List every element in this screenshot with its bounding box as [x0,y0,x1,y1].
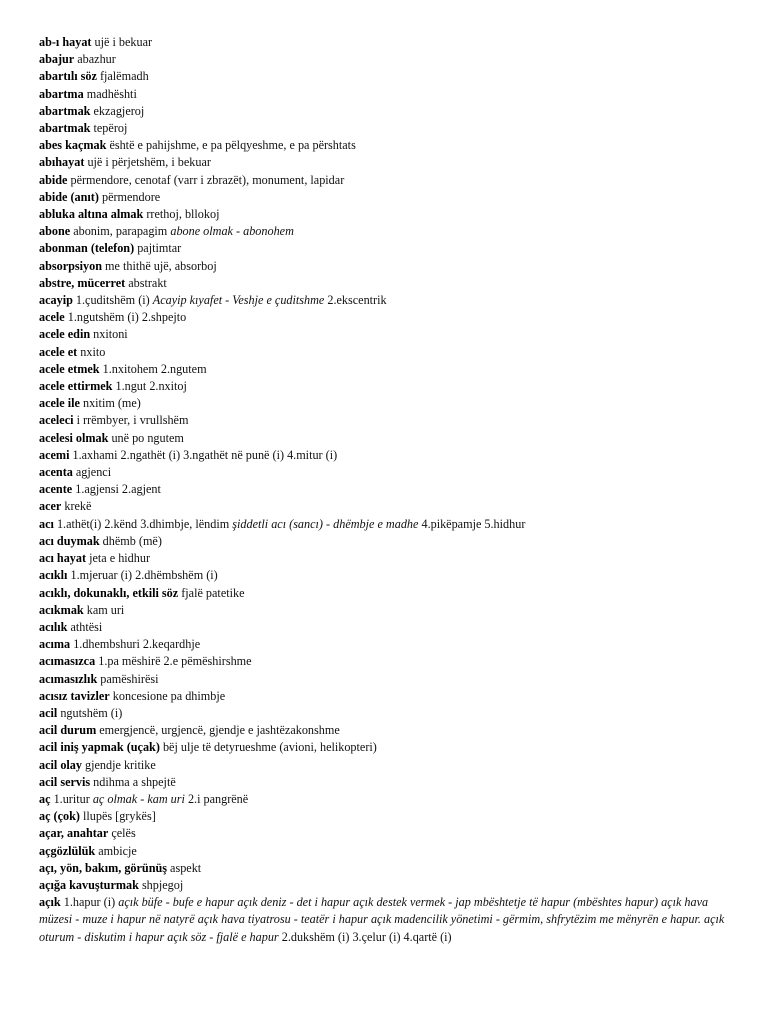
entry-definition: krekë [61,499,92,514]
entry-headword: acayip [39,293,73,308]
dictionary-entry [39,120,729,137]
entry-example: açık büfe - bufe e hapur açık deniz - det i hapur açık destek vermek - jap mbështetje të hapur (mbështes hapur) açık hava müzesi - muze i hapur në natyrë açık hava tiyatrosu - teatër i hapur açık madencilik yönetimi - gërmim, shfrytëzim me mënyrën e hapur. açık oturum - diskutim i hapur açık söz - fjalë e hapur [39,895,725,944]
entry-example: Acayip kıyafet - Veshje e çuditshme [152,293,325,308]
entry-headword: abajur [39,52,75,67]
entry-definition: pamëshirësi [97,671,159,686]
dictionary-entry [39,653,729,670]
entry-definition: koncesione pa dhimbje [109,688,226,703]
entry-headword: abartmak [39,103,91,118]
dictionary-entry [39,808,729,825]
dictionary-entry [39,705,729,722]
entry-headword: acımasızca [39,654,96,669]
entry-headword: acil servis [39,774,91,789]
entry-definition: 1.mjeruar (i) 2.dhëmbshëm (i) [67,568,218,583]
entry-headword: acıma [39,637,71,652]
entry-definition: pajtimtar [134,241,182,256]
entry-definition: abonim, parapagim [70,224,171,239]
entry-headword: acenta [39,465,73,480]
entry-definition: 1.uritur [50,791,93,806]
dictionary-entry [39,309,729,326]
dictionary-entry [39,412,729,429]
entry-definition: bëj ulje të detyrueshme (avioni, helikopteri) [159,740,377,755]
entry-headword: abartılı söz [39,69,97,84]
entry-headword: abonman (telefon) [39,241,135,256]
entry-definition: 1.dhembshuri 2.keqardhje [70,637,201,652]
entry-headword: acıkmak [39,602,84,617]
dictionary-entry [39,825,729,842]
dictionary-entry [39,68,729,85]
dictionary-entry [39,774,729,791]
entry-headword: acemi [39,447,70,462]
entry-headword: abide (anıt) [39,189,99,204]
dictionary-entry-list [39,34,729,946]
dictionary-entry [39,688,729,705]
entry-definition: 1.axhami 2.ngathët (i) 3.ngathët në punë (i) 4.mitur (i) [69,447,338,462]
entry-definition: 2.dukshëm (i) 3.çelur (i) 4.qartë (i) [278,929,452,944]
entry-definition: shpjegoj [138,877,184,892]
entry-definition: tepëroj [90,121,128,136]
entry-headword: açgözlülük [39,843,96,858]
entry-definition: 1.ngutshëm (i) 2.shpejto [64,310,187,325]
dictionary-entry [39,223,729,240]
dictionary-entry [39,894,729,946]
dictionary-entry [39,395,729,412]
dictionary-entry [39,258,729,275]
entry-definition: ujë i përjetshëm, i bekuar [84,155,211,170]
entry-definition: përmendore, cenotaf (varr i zbrazët), monument, lapidar [67,172,345,187]
entry-example: abone olmak - abonohem [170,224,294,239]
dictionary-entry [39,326,729,343]
dictionary-entry [39,619,729,636]
entry-definition: nxitim (me) [79,396,141,411]
entry-definition: nxito [77,344,106,359]
dictionary-entry [39,447,729,464]
entry-definition: ndihma a shpejtë [90,774,176,789]
entry-headword: acele et [39,344,78,359]
entry-definition: nxitoni [90,327,128,342]
entry-headword: abstre, mücerret [39,275,126,290]
entry-definition: fjalë patetike [178,585,245,600]
entry-definition: ambicje [95,843,137,858]
entry-definition: ujë i bekuar [91,35,153,49]
entry-definition: çelës [108,826,136,841]
dictionary-entry [39,739,729,756]
entry-headword: abartmak [39,121,91,136]
entry-headword: acer [39,499,62,514]
dictionary-entry [39,137,729,154]
dictionary-entry [39,481,729,498]
dictionary-entry [39,550,729,567]
entry-headword: abluka altına almak [39,207,144,222]
entry-headword: absorpsiyon [39,258,102,273]
dictionary-entry [39,51,729,68]
entry-definition: agjenci [72,465,112,480]
entry-definition: 1.nxitohem 2.ngutem [99,361,207,376]
dictionary-entry [39,585,729,602]
dictionary-entry [39,877,729,894]
entry-definition: me thithë ujë, absorboj [102,258,217,273]
entry-definition: abstrakt [125,275,167,290]
entry-definition: jeta e hidhur [86,551,151,566]
dictionary-entry [39,206,729,223]
entry-headword: acente [39,482,73,497]
entry-definition: 1.çuditshëm (i) [72,293,153,308]
entry-headword: acılık [39,619,68,634]
entry-definition: dhëmb (më) [99,533,162,548]
entry-headword: abide [39,172,68,187]
entry-definition: përmendore [98,189,161,204]
entry-headword: acıklı, dokunaklı, etkili söz [39,585,179,600]
entry-headword: acil [39,705,58,720]
dictionary-entry [39,602,729,619]
entry-definition: 4.pikëpamje 5.hidhur [418,516,526,531]
dictionary-entry [39,154,729,171]
dictionary-entry [39,791,729,808]
entry-headword: abone [39,224,71,239]
dictionary-entry [39,567,729,584]
entry-headword: acı duymak [39,533,100,548]
entry-headword: acele etmek [39,361,100,376]
entry-headword: acı [39,516,54,531]
entry-headword: acısız tavizler [39,688,110,703]
entry-definition: 1.ngut 2.nxitoj [112,379,187,394]
entry-definition: 1.agjensi 2.agjent [72,482,161,497]
dictionary-entry [39,843,729,860]
entry-definition: aspekt [167,860,202,875]
entry-headword: abartma [39,86,84,101]
dictionary-entry [39,344,729,361]
dictionary-entry [39,292,729,309]
entry-example: aç olmak - kam uri [92,791,185,806]
entry-definition: është e pahijshme, e pa pëlqyeshme, e pa përshtats [106,138,356,153]
dictionary-entry [39,757,729,774]
dictionary-entry [39,172,729,189]
dictionary-entry [39,189,729,206]
entry-definition: athtësi [67,619,103,634]
entry-headword: acımasızlık [39,671,98,686]
dictionary-entry [39,671,729,688]
entry-definition: unë po ngutem [108,430,184,445]
dictionary-entry [39,275,729,292]
entry-headword: açık [39,895,61,910]
entry-headword: ab-ı hayat [39,35,92,49]
dictionary-entry [39,378,729,395]
entry-headword: acil olay [39,757,82,772]
entry-headword: acil iniş yapmak (uçak) [39,740,160,755]
dictionary-entry [39,361,729,378]
dictionary-entry [39,636,729,653]
entry-headword: abes kaçmak [39,138,107,153]
entry-definition: emergjencë, urgjencë, gjendje e jashtëzakonshme [96,723,340,738]
entry-headword: acıklı [39,568,68,583]
entry-headword: açı, yön, bakım, görünüş [39,860,167,875]
entry-definition: kam uri [83,602,125,617]
dictionary-entry [39,240,729,257]
entry-headword: aç [39,791,51,806]
dictionary-entry [39,533,729,550]
dictionary-entry [39,860,729,877]
entry-headword: acelesi olmak [39,430,109,445]
entry-definition: fjalëmadh [96,69,149,84]
entry-headword: acı hayat [39,551,87,566]
entry-headword: acele ettirmek [39,379,113,394]
dictionary-entry [39,464,729,481]
entry-headword: aç (çok) [39,809,80,824]
entry-headword: abıhayat [39,155,85,170]
entry-definition: 2.ekscentrik [324,293,387,308]
entry-headword: açar, anahtar [39,826,109,841]
entry-example: şiddetli acı (sancı) - dhëmbje e madhe [232,516,419,531]
entry-definition: 1.pa mëshirë 2.e pëmëshirshme [95,654,252,669]
dictionary-entry [39,498,729,515]
entry-definition: 1.hapur (i) [60,895,119,910]
dictionary-entry [39,86,729,103]
dictionary-entry [39,103,729,120]
dictionary-entry [39,430,729,447]
entry-definition: llupës [grykës] [79,809,156,824]
entry-definition: ngutshëm (i) [57,705,123,720]
entry-definition: rrethoj, bllokoj [143,207,220,222]
entry-definition: 1.athët(i) 2.kënd 3.dhimbje, lëndim [53,516,233,531]
entry-headword: acele ile [39,396,80,411]
entry-definition: madhështi [83,86,137,101]
entry-definition: i rrëmbyer, i vrullshëm [73,413,189,428]
entry-headword: aceleci [39,413,74,428]
entry-headword: açığa kavuşturmak [39,877,139,892]
entry-headword: acele [39,310,65,325]
entry-definition: 2.i pangrënë [184,791,249,806]
entry-definition: ekzagjeroj [90,103,145,118]
dictionary-entry [39,722,729,739]
entry-headword: acele edin [39,327,91,342]
entry-definition: gjendje kritike [82,757,156,772]
entry-headword: acil durum [39,723,97,738]
dictionary-entry [39,516,729,533]
entry-definition: abazhur [74,52,116,67]
dictionary-entry [39,34,729,51]
